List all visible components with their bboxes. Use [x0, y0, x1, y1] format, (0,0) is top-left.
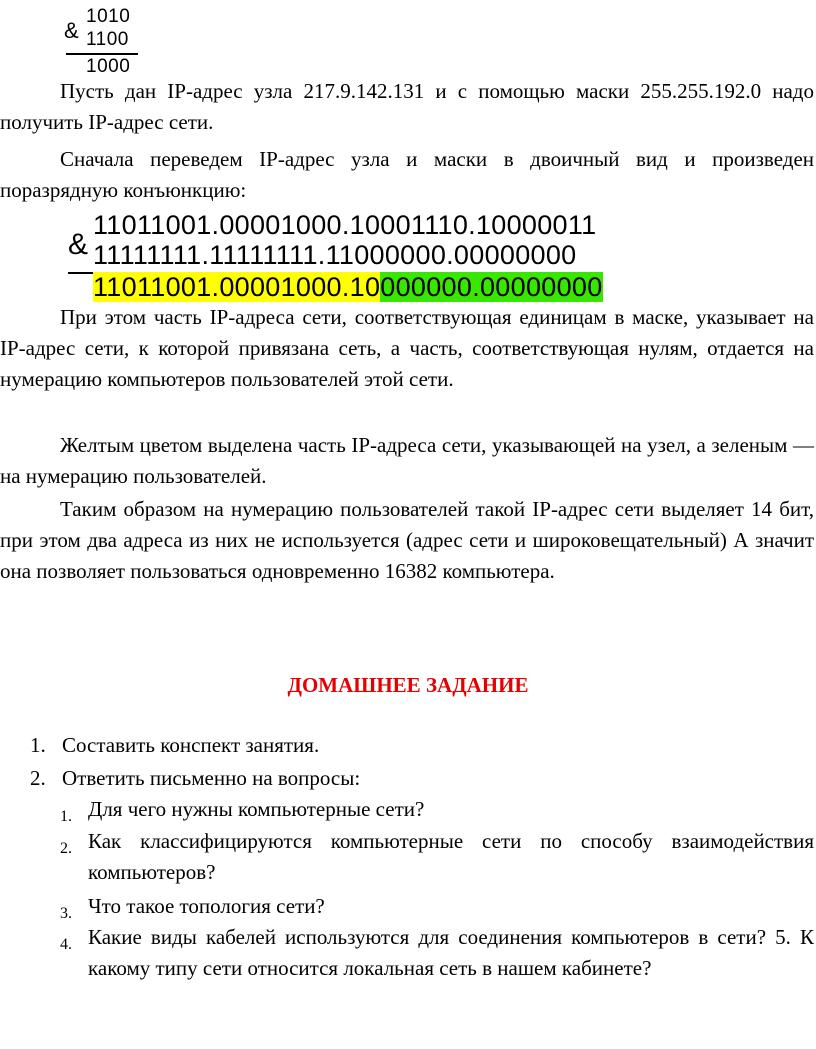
- paragraph-convert-binary: Сначала переведем IP-адрес узла и маски в двоичный вид и произведен поразрядную конъюнкцию:: [0, 147, 814, 202]
- paragraph-ip-given: Пусть дан IP-адрес узла 217.9.142.131 и с помощью маски 255.255.192.0 надо получить IP-адрес сети.: [0, 79, 814, 134]
- homework-title: ДОМАШНЕЕ ЗАДАНИЕ: [287, 673, 529, 697]
- host-part-highlight: 000000.00000000: [380, 272, 603, 302]
- paragraph-color-legend: Желтым цветом выделена часть IP-адреса сети, указывающей на узел, а зеленым — на нумерацию пользователей.: [0, 433, 814, 488]
- mask-binary: 11111111.11111111.11000000.00000000: [93, 240, 577, 270]
- ip-binary: 11011001.00001000.10001110.10000011: [93, 210, 597, 240]
- ampersand-operator: &: [68, 228, 89, 261]
- network-binary-result: [93, 272, 603, 303]
- binary-conjunction-example: [68, 210, 603, 302]
- ampersand-operator: &: [64, 18, 79, 43]
- operand-1: 1010: [86, 6, 131, 27]
- result: 1000: [86, 56, 131, 77]
- operand-2: 1100: [86, 29, 129, 50]
- list-item: 2. Ответить письменно на вопросы:: [30, 766, 361, 790]
- paragraph-mask-explanation: При этом часть IP-адреса сети, соответствующая единицам в маске, указывает на IP-адрес сети, к которой привязана сеть, а часть, соответствующая нулям, отдается на нумерацию компьютеров пользователей этой сети.: [0, 305, 814, 391]
- result-line: [66, 53, 138, 55]
- list-item: 1. Составить конспект занятия.: [30, 733, 320, 757]
- paragraph-conclusion: Таким образом на нумерацию пользователей такой IP-адрес сети выделяет 14 бит, при этом два адреса из них не используется (адрес сети и широковещательный) А значит она позволяет пользоваться одновременно 16382 компьютера.: [0, 497, 814, 583]
- network-part-highlight: 11011001.00001000.10: [93, 272, 381, 302]
